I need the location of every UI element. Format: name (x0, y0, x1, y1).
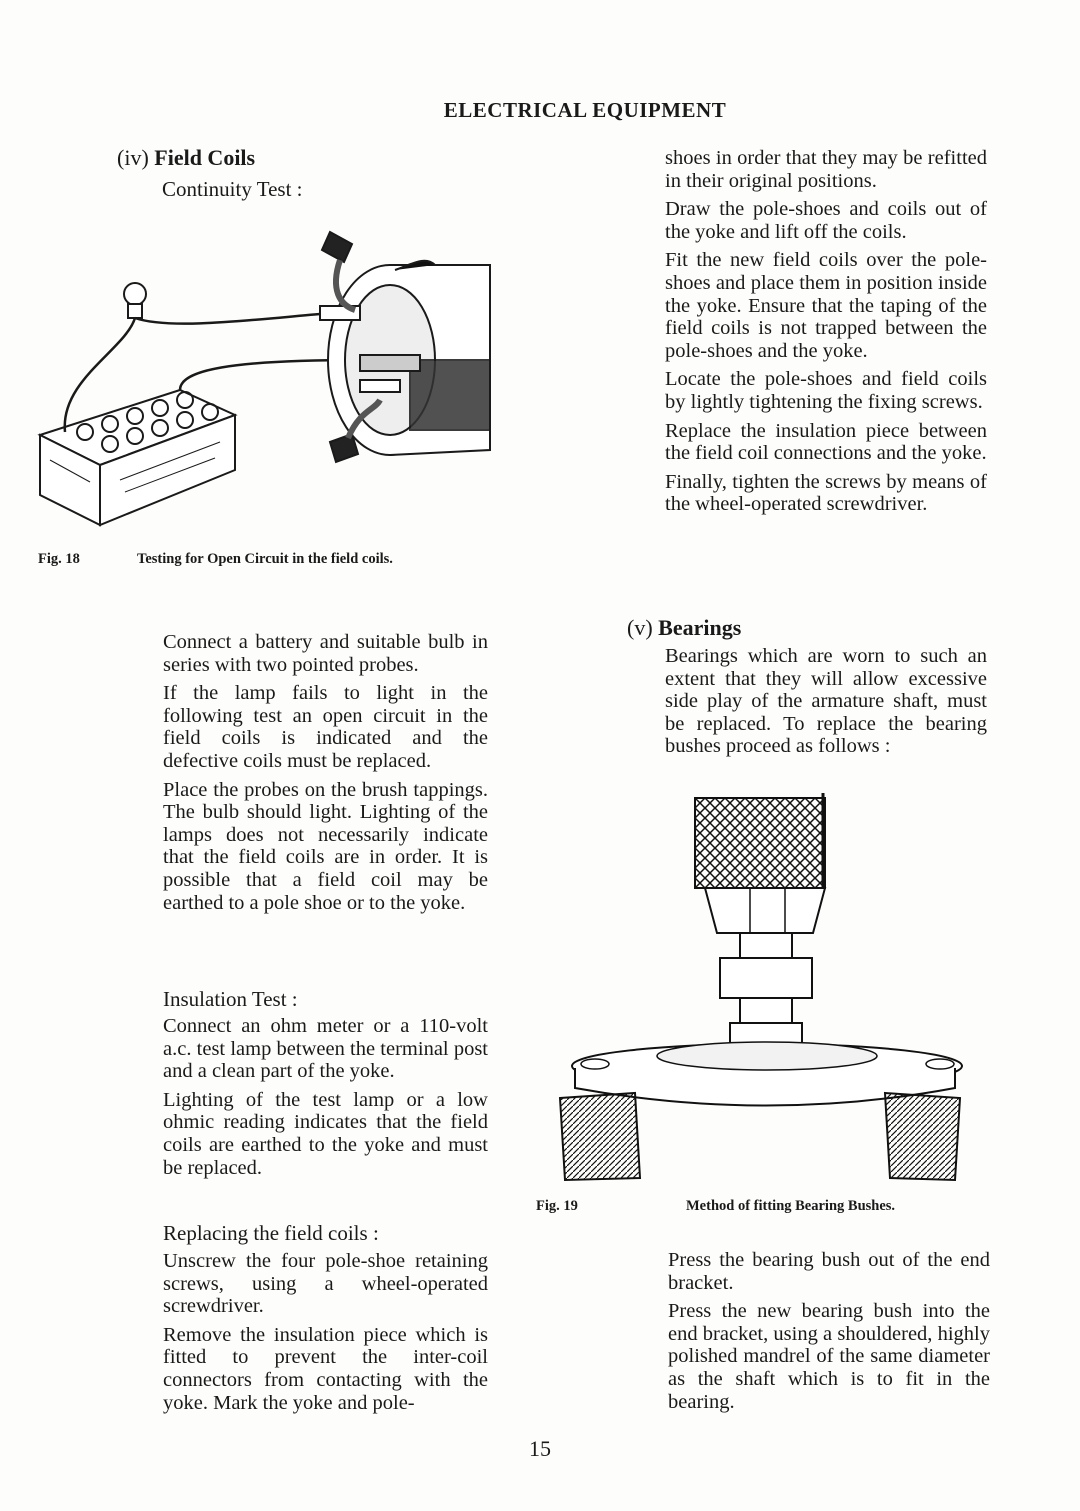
fig19-illustration (555, 788, 965, 1183)
fig18-illustration (30, 210, 500, 530)
fig19-caption: Method of fitting Bearing Bushes. (686, 1198, 896, 1214)
paragraph: Locate the pole-shoes and field coils by lightly tightening the fixing screws. (665, 368, 987, 413)
continuity-test-heading: Continuity Test : (162, 177, 303, 201)
section-heading-bearings (627, 615, 741, 641)
motor-yoke-drawing (320, 261, 490, 455)
paragraph: Replace the insulation piece between the field coil connections and the yoke. (665, 419, 987, 465)
section-title: Bearings (658, 615, 742, 640)
insulation-text-block (163, 1015, 488, 1185)
support-block-right (885, 1093, 960, 1180)
insulation-test-heading: Insulation Test : (163, 987, 298, 1011)
section-number: (v) (627, 615, 653, 640)
paragraph: Draw the pole-shoes and coils out of the yoke and lift off the coils. (665, 198, 987, 243)
section-title: Field Coils (154, 145, 256, 170)
bulb-drawing (124, 283, 146, 318)
paragraph: Bearings which are worn to such an extent that they will allow excessive side play of the armature shaft, must be replaced. To replace the bearing bushes proceed as follows : (665, 645, 987, 758)
right-text-block (665, 147, 987, 522)
continuity-text-block (163, 631, 488, 920)
fig18-number: Fig. 18 (38, 551, 80, 567)
battery-drawing (40, 390, 235, 525)
replacing-heading: Replacing the field coils : (163, 1221, 379, 1245)
paragraph: Finally, tighten the screws by means of the wheel-operated screwdriver. (665, 470, 987, 516)
paragraph: Connect a battery and suitable bulb in series with two pointed probes. (163, 631, 488, 676)
final-text-block (668, 1249, 990, 1419)
section-heading-field-coils (117, 145, 255, 171)
paragraph: Connect an ohm meter or a 110-volt a.c. test lamp between the terminal post and a clean part of the yoke. (163, 1015, 488, 1083)
replacing-text-block (163, 1250, 488, 1420)
knurled-handle (695, 798, 825, 888)
paragraph: Remove the insulation piece which is fitted to prevent the inter-coil connectors from contacting with the yoke. Mark the yoke and pole- (163, 1323, 488, 1414)
page-header: ELECTRICAL EQUIPMENT (443, 98, 727, 122)
support-block-left (560, 1093, 640, 1180)
paragraph: Place the probes on the brush tappings. The bulb should light. Lighting of the lamps does not necessarily indicate that the field coils are in order. It is possible that a field coil may be earthed to a pole shoe or to the yoke. (163, 778, 488, 914)
fig18-caption: Testing for Open Circuit in the field coils. (137, 551, 393, 567)
paragraph: Press the bearing bush out of the end bracket. (668, 1249, 990, 1294)
paragraph: Lighting of the test lamp or a low ohmic reading indicates that the field coils are earthed to the yoke and must be replaced. (163, 1088, 488, 1179)
paragraph: Fit the new field coils over the pole-shoes and place them in position inside the yoke. Ensure that the taping of the field coils is not trapped between the pole-shoes and the yoke. (665, 249, 987, 362)
bearings-text-block (665, 645, 987, 764)
paragraph: Unscrew the four pole-shoe retaining screws, using a wheel-operated screwdriver. (163, 1250, 488, 1318)
page-number: 15 (529, 1436, 551, 1461)
fig19-number: Fig. 19 (536, 1198, 578, 1214)
section-number: (iv) (117, 145, 149, 170)
paragraph: shoes in order that they may be refitted in their original positions. (665, 147, 987, 192)
paragraph: Press the new bearing bush into the end bracket, using a shouldered, highly polished mandrel of the same diameter as the shaft which is to fit in the bearing. (668, 1300, 990, 1413)
paragraph: If the lamp fails to light in the following test an open circuit in the field coils is indicated and the defective coils must be replaced. (163, 682, 488, 772)
